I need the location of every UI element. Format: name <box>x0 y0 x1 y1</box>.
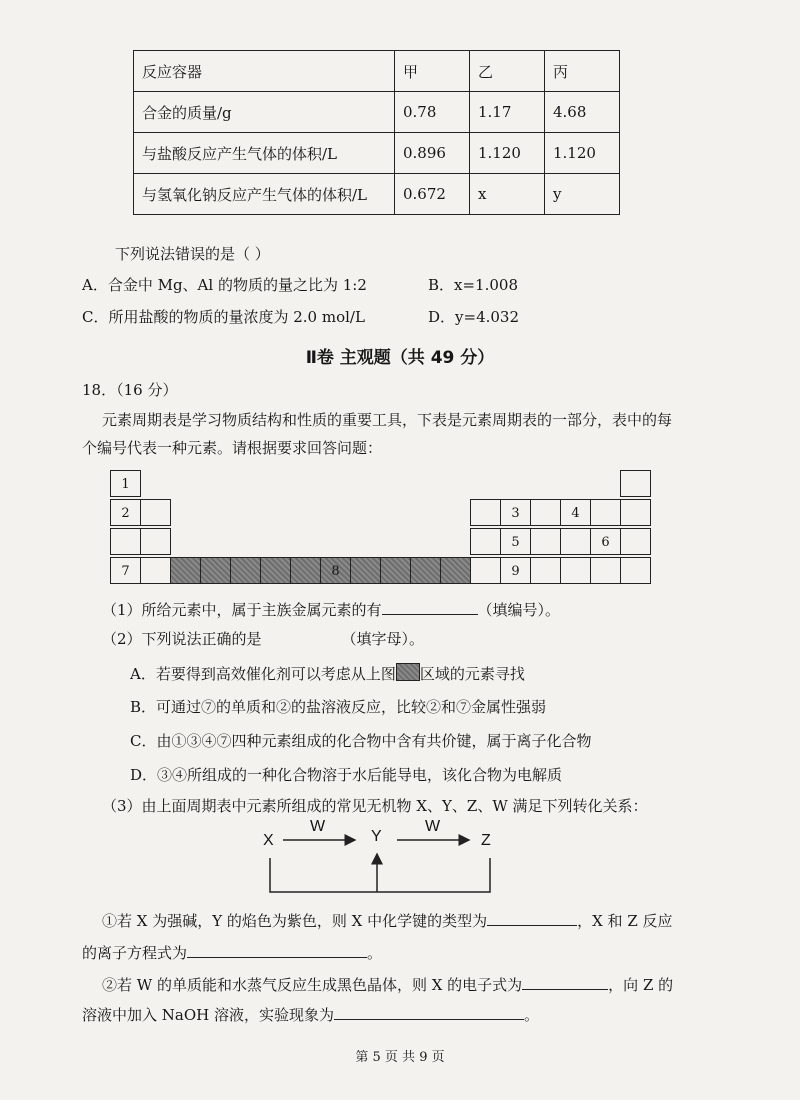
q18-part2-tail: ，向 Z 的 <box>608 976 674 994</box>
element-cell <box>140 499 171 526</box>
q18-part1-text: ①若 X 为强碱，Y 的焰色为紫色，则 X 中化学键的类型为 <box>102 912 488 930</box>
element-cell-4: 4 <box>560 499 591 526</box>
q18-intro-line2: 个编号代表一种元素。请根据要求回答问题： <box>82 439 383 457</box>
table-row <box>134 92 620 133</box>
q17-option-c[interactable]: C．所用盐酸的物质的量浓度为 2.0 mol/L <box>82 308 365 326</box>
q18-sub3: （3）由上面周期表中元素所组成的常见无机物 X、Y、Z、W 满足下列转化关系： <box>102 797 648 815</box>
element-cell-2: 2 <box>110 499 141 526</box>
table-cell: 反应容器 <box>134 51 395 92</box>
transition-cell <box>230 557 261 584</box>
q18-intro-line1: 元素周期表是学习物质结构和性质的重要工具，下表是元素周期表的一部分，表中的每 <box>102 411 673 429</box>
answer-blank[interactable] <box>487 909 577 926</box>
element-cell <box>530 499 561 526</box>
transformation-scheme <box>255 820 505 900</box>
answer-blank[interactable] <box>522 973 608 990</box>
element-cell-6: 6 <box>590 528 621 555</box>
q18-part2-line2 <box>82 1003 539 1025</box>
q18-part1-tail2: 。 <box>367 944 383 962</box>
table-cell: 与氢氧化钠反应产生气体的体积/L <box>134 174 395 215</box>
q18-part2-text2: 溶液中加入 NaOH 溶液，实验现象为 <box>82 1006 334 1024</box>
element-cell <box>560 528 591 555</box>
q18-part1-tail: ，X 和 Z 反应 <box>577 912 673 930</box>
q18-opt-d: D．③④所组成的一种化合物溶于水后能导电，该化合物为电解质 <box>130 766 563 784</box>
answer-blank[interactable] <box>187 941 367 958</box>
table-cell: 1.120 <box>470 133 545 174</box>
element-cell <box>590 557 621 584</box>
table-cell: 合金的质量/g <box>134 92 395 133</box>
element-cell <box>470 557 501 584</box>
page-footer: 第 5 页 共 9 页 <box>355 1050 445 1065</box>
table-row <box>134 174 620 215</box>
scheme-z: Z <box>481 832 491 849</box>
table-cell: x <box>470 174 545 215</box>
element-cell <box>530 557 561 584</box>
q17-option-d[interactable]: D．y=4.032 <box>428 308 520 326</box>
element-cell <box>140 528 171 555</box>
table-row <box>134 133 620 174</box>
element-cell <box>620 499 651 526</box>
table-cell: 与盐酸反应产生气体的体积/L <box>134 133 395 174</box>
q18-sub2 <box>102 629 424 649</box>
q18-opt-b: B．可通过⑦的单质和②的盐溶液反应，比较②和⑦金属性强弱 <box>130 698 547 716</box>
element-cell-9: 9 <box>500 557 531 584</box>
reaction-data-table <box>133 50 620 215</box>
q18-part1-line1 <box>102 909 673 931</box>
element-cell-7: 7 <box>110 557 141 584</box>
table-cell: 0.672 <box>395 174 470 215</box>
element-cell <box>110 528 141 555</box>
q18-sub1-text: （1）所给元素中，属于主族金属元素的有 <box>102 601 382 619</box>
element-cell <box>560 557 591 584</box>
q18-opt-c: C．由①③④⑦四种元素组成的化合物中含有共价键，属于离子化合物 <box>130 732 592 750</box>
section-title: Ⅱ卷 主观题（共 49 分） <box>305 348 495 368</box>
table-cell: 1.17 <box>470 92 545 133</box>
transition-cell <box>440 557 471 584</box>
transition-cell <box>350 557 381 584</box>
table-cell: 乙 <box>470 51 545 92</box>
scheme-w2: W <box>425 818 441 835</box>
q18-opt-a-text: A．若要得到高效催化剂可以考虑从上图 <box>130 665 396 683</box>
table-cell: 0.78 <box>395 92 470 133</box>
table-cell: y <box>545 174 620 215</box>
transition-cell <box>170 557 201 584</box>
element-cell-5: 5 <box>500 528 531 555</box>
element-cell-8: 8 <box>320 557 351 584</box>
q18-sub2-text: （2）下列说法正确的是 <box>102 630 262 648</box>
q18-part2-line1 <box>102 973 673 995</box>
element-cell-1: 1 <box>110 470 141 497</box>
table-header-row <box>134 51 620 92</box>
transition-cell <box>260 557 291 584</box>
table-cell: 丙 <box>545 51 620 92</box>
q18-number: 18．（16 分） <box>82 381 178 399</box>
element-cell-3: 3 <box>500 499 531 526</box>
element-cell <box>470 499 501 526</box>
q18-opt-a-tail: 区域的元素寻找 <box>419 665 525 683</box>
q18-sub1 <box>102 598 560 620</box>
q18-sub2-tail: （填字母）。 <box>341 630 425 648</box>
q17-option-b[interactable]: B．x=1.008 <box>428 276 518 294</box>
q18-part1-text2: 的离子方程式为 <box>82 944 188 962</box>
q17-stem: 下列说法错误的是（ ） <box>115 245 270 263</box>
element-cell <box>620 470 651 497</box>
element-cell <box>620 528 651 555</box>
transition-cell <box>410 557 441 584</box>
element-cell <box>530 528 561 555</box>
answer-blank[interactable] <box>334 1003 524 1020</box>
table-cell: 0.896 <box>395 133 470 174</box>
q18-part2-tail2: 。 <box>523 1006 539 1024</box>
scheme-x: X <box>263 832 274 849</box>
transition-cell <box>290 557 321 584</box>
scheme-y: Y <box>371 828 382 845</box>
element-cell <box>470 528 501 555</box>
q18-opt-a <box>130 663 525 684</box>
periodic-table-fragment <box>110 470 646 586</box>
transition-cell <box>380 557 411 584</box>
element-cell <box>590 499 621 526</box>
transition-cell <box>200 557 231 584</box>
answer-blank[interactable] <box>382 598 478 615</box>
q18-part2-text: ②若 W 的单质能和水蒸气反应生成黑色晶体，则 X 的电子式为 <box>102 976 523 994</box>
table-cell: 4.68 <box>545 92 620 133</box>
q17-option-a[interactable]: A．合金中 Mg、Al 的物质的量之比为 1:2 <box>82 276 367 294</box>
scheme-w1: W <box>310 818 326 835</box>
q18-sub1-tail: （填编号）。 <box>477 601 561 619</box>
q18-part1-line2 <box>82 941 382 963</box>
element-cell <box>620 557 651 584</box>
element-cell <box>140 557 171 584</box>
table-cell: 1.120 <box>545 133 620 174</box>
table-cell: 甲 <box>395 51 470 92</box>
shaded-region-swatch <box>396 663 420 681</box>
loop-line <box>270 858 490 892</box>
